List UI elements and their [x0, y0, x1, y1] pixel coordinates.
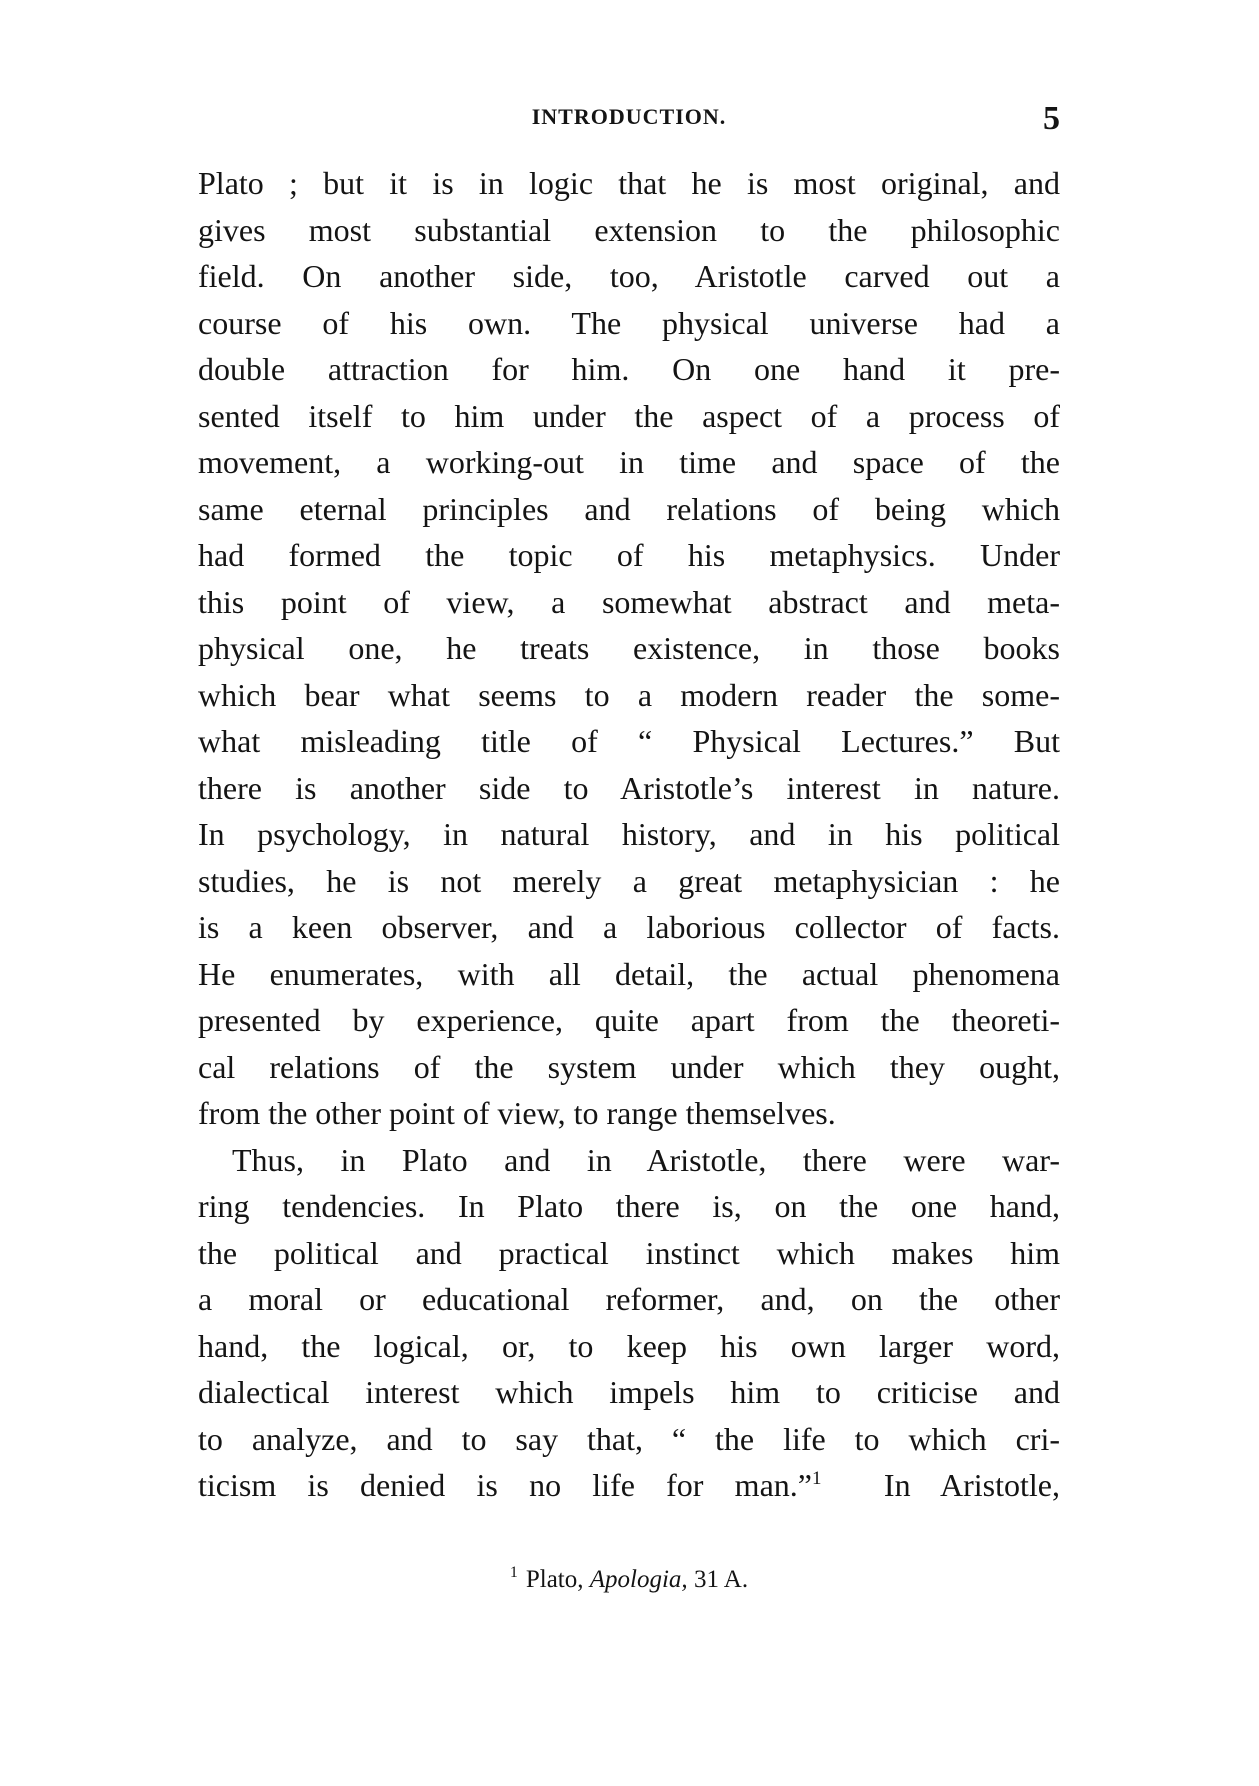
text-line: course of his own. The physical universe had a: [198, 304, 1060, 341]
text-line: double attraction for him. On one hand it pre-: [198, 351, 1060, 387]
text-line: hand, the logical, or, to keep his own larger word,: [198, 1327, 1060, 1364]
running-head-title: INTRODUCTION.: [531, 104, 727, 129]
text-line: presented by experience, quite apart from the theoreti-: [198, 1002, 1060, 1038]
text-line: field. On another side, too, Aristotle carved out a: [198, 258, 1060, 294]
text-line: In psychology, in natural history, and in his political: [198, 816, 1060, 852]
body-text: [198, 160, 1060, 1509]
text-line: sented itself to him under the aspect of a process of: [198, 397, 1060, 434]
text-line: cal relations of the system under which they ought,: [198, 1048, 1060, 1085]
text-line: Thus, in Plato and in Aristotle, there were war-: [232, 1141, 1060, 1178]
text-line: which bear what seems to a modern reader the some-: [198, 676, 1060, 713]
footnote-author: Plato,: [525, 1566, 584, 1593]
text-line: to analyze, and to say that, “ the life to which cri-: [198, 1420, 1060, 1457]
text-line: what misleading title of “ Physical Lectures.” But: [198, 723, 1060, 759]
footnote-locus: 31 A.: [693, 1566, 749, 1593]
text-line: dialectical interest which impels him to criticise and: [198, 1374, 1060, 1410]
footnote-reference: 1: [811, 1468, 822, 1489]
text-line-tail: In Aristotle,: [883, 1467, 1060, 1503]
footnote-work-title: Apologia,: [589, 1566, 688, 1593]
text-line: physical one, he treats existence, in those books: [198, 630, 1060, 666]
text-line-main: ticism is denied is no life for man.”: [198, 1467, 812, 1503]
text-line-with-footnote: [198, 1462, 1060, 1509]
text-line: Plato ; but it is in logic that he is most original, and: [198, 165, 1060, 201]
text-line: the political and practical instinct which makes him: [198, 1234, 1060, 1271]
text-line: He enumerates, with all detail, the actual phenomena: [198, 955, 1060, 992]
text-line: ring tendencies. In Plato there is, on the one hand,: [198, 1188, 1060, 1224]
text-line: this point of view, a somewhat abstract and meta-: [198, 583, 1060, 620]
text-line: is a keen observer, and a laborious collector of facts.: [198, 909, 1060, 945]
footnote: [198, 1566, 1060, 1594]
footnote-marker: 1: [509, 1564, 518, 1581]
text-line: movement, a working-out in time and space of the: [198, 444, 1060, 480]
text-line: same eternal principles and relations of being which: [198, 490, 1060, 527]
running-head: [198, 100, 1060, 140]
text-line: had formed the topic of his metaphysics. Under: [198, 537, 1060, 573]
text-line: there is another side to Aristotle’s interest in nature.: [198, 769, 1060, 806]
page-number: 5: [1043, 100, 1060, 137]
text-line: a moral or educational reformer, and, on the other: [198, 1281, 1060, 1317]
text-line: studies, he is not merely a great metaphysician : he: [198, 862, 1060, 899]
text-line: gives most substantial extension to the philosophic: [198, 211, 1060, 248]
text-line: from the other point of view, to range themselves.: [198, 1095, 836, 1131]
